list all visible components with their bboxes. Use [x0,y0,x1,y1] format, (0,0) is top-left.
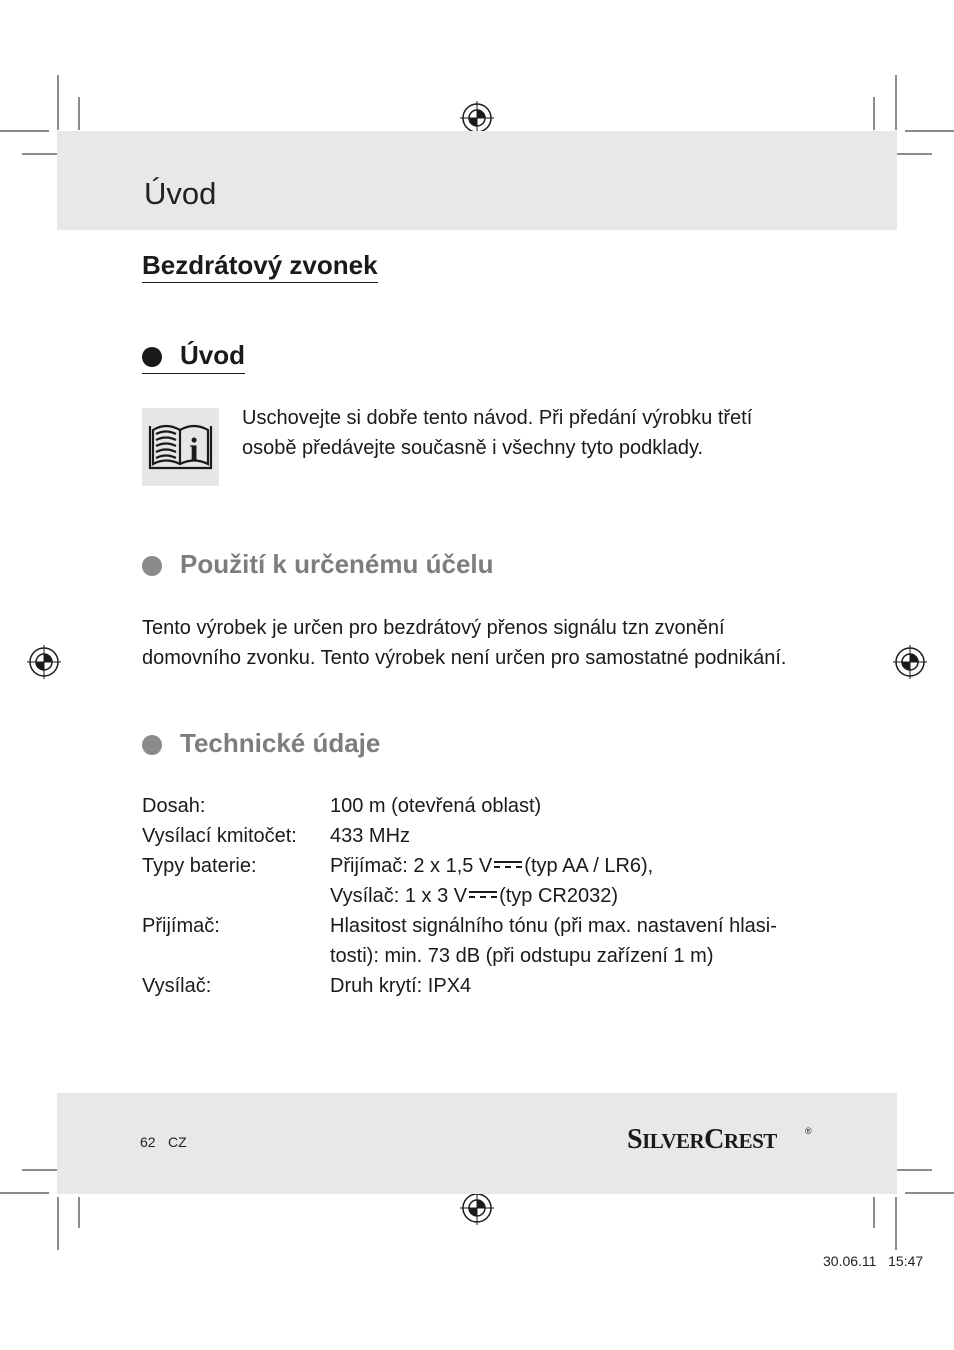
bullet-icon [142,556,162,576]
silvercrest-logo [627,1120,817,1156]
registration-mark-icon [460,101,494,135]
direct-current-icon [494,861,522,869]
svg-text:®: ® [805,1126,812,1136]
spec-label: Dosah: [142,795,206,817]
bullet-icon [142,735,162,755]
page-number: 62 [140,1134,156,1150]
svg-text:i: i [189,432,199,469]
section-heading: Použití k určenému účelu [180,549,494,579]
spec-value: Vysílač: 1 x 3 V (typ CR2032) [330,885,619,907]
section-heading: Úvod [180,339,245,374]
registration-mark-icon [893,645,927,679]
spec-label: Vysílač: [142,975,212,997]
spec-label: Typy baterie: [142,855,257,877]
intended-use-text-line: Tento výrobek je určen pro bezdrátový přenos signálu tzn zvonění [142,617,725,639]
spec-label: Přijímač: [142,915,220,937]
bullet-icon [142,347,162,367]
print-timestamp: 30.06.11 15:47 [823,1253,924,1269]
registration-mark-icon [27,645,61,679]
spec-value: Hlasitost signálního tónu (při max. nastavení hlasi- [330,915,777,937]
registration-mark-icon [460,1191,494,1225]
spec-value: 433 MHz [330,825,411,847]
spec-value: 100 m (otevřená oblast) [330,795,542,817]
spec-label: Vysílací kmitočet: [142,825,297,847]
spec-value: Druh krytí: IPX4 [330,975,472,997]
section-heading: Technické údaje [180,728,381,758]
intended-use-text-line: domovního zvonku. Tento výrobek není určen pro samostatné podnikání. [142,647,787,669]
spec-value: tosti): min. 73 dB (při odstupu zařízení 1 m) [330,945,714,967]
spec-value: Přijímač: 2 x 1,5 V (typ AA / LR6), [330,855,654,877]
direct-current-icon [469,891,497,899]
info-book-icon [142,408,219,486]
language-code: CZ [168,1134,187,1150]
intro-text-line: osobě předávejte současně i všechny tyto podklady. [242,437,704,459]
svg-text:SILVERCREST: SILVERCREST [627,1124,777,1155]
intro-text-line: Uschovejte si dobře tento návod. Při předání výrobku třetí [242,407,753,429]
document-title: Bezdrátový zvonek [142,250,378,283]
page-header-title: Úvod [144,176,217,211]
